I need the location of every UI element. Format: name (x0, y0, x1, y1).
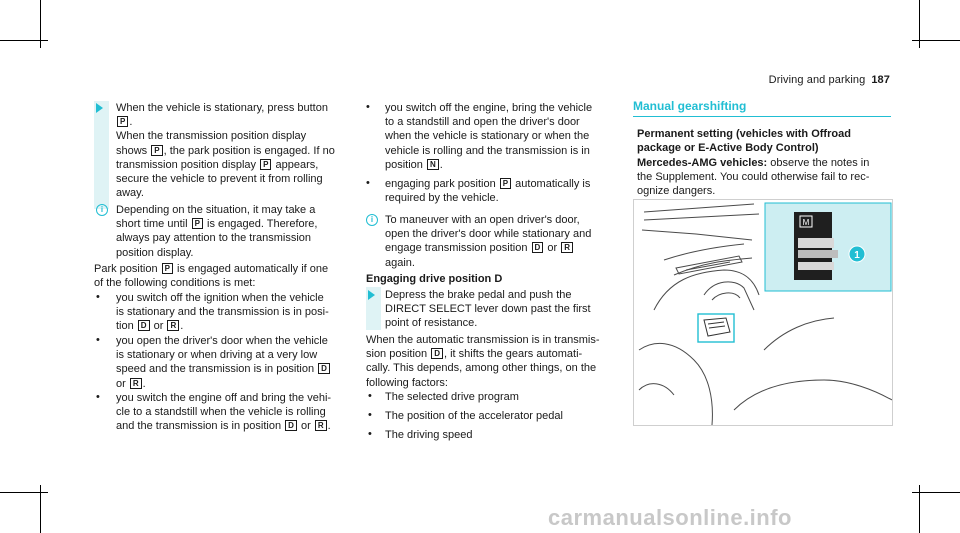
step-drive-text (385, 288, 625, 331)
text-line: and the transmission is in position D or R . (116, 420, 331, 433)
text-line: or R . (116, 377, 146, 390)
heading-drive-position: Engaging drive position D (366, 273, 503, 285)
bullet-required (385, 177, 625, 205)
text-line: Depress the brake pedal and push the (385, 289, 572, 301)
bullet-door (116, 334, 356, 391)
factor-item: The position of the accelerator pedal (385, 410, 563, 422)
gear-symbol-icon: P (260, 159, 271, 170)
text-line: short time until P is engaged. Therefore, (116, 218, 318, 231)
text-line: to a standstill and open the driver's door (385, 116, 580, 129)
text-line: engaging park position P automatically is (385, 178, 591, 190)
bullet-icon: • (368, 409, 372, 421)
info-icon: i (96, 204, 108, 216)
text-line: transmission position display P appears, (116, 158, 319, 171)
section-title: Manual gearshifting (633, 99, 891, 117)
bullet-icon: • (368, 390, 372, 402)
info-icon: i (366, 214, 378, 226)
heading-permanent-setting (637, 127, 895, 155)
note-park-text (116, 203, 356, 260)
factor-item: The driving speed (385, 429, 473, 441)
text-line: the Supplement. You could otherwise fail to rec- (637, 171, 870, 184)
text-line: ognize dangers. (637, 185, 716, 198)
text-line: Mercedes-AMG vehicles: observe the notes in (637, 157, 870, 169)
text-line: P . (116, 115, 356, 129)
text-line: Park position P is engaged automatically if one (94, 263, 329, 275)
step-bar (94, 101, 109, 209)
text-line: tion D or R . (116, 320, 184, 333)
step-park-text (116, 101, 356, 200)
gear-symbol-icon: D (532, 242, 544, 253)
text-line: position N . (385, 158, 443, 171)
text-line: package or E-Active Body Control) (637, 142, 819, 155)
text-line: of the following conditions is met: (94, 277, 256, 290)
gear-symbol-icon: D (138, 320, 150, 331)
bullet-standstill (385, 101, 625, 172)
watermark: carmanualsonline.info (548, 505, 792, 530)
gear-symbol-icon: R (130, 378, 142, 389)
bullet-icon: • (96, 334, 100, 346)
text-line: Depending on the situation, it may take a (116, 204, 316, 216)
console-illustration (633, 199, 893, 426)
crop-mark (912, 492, 960, 493)
gear-symbol-icon: D (431, 348, 443, 359)
automatic-paragraph (366, 333, 626, 390)
text-line: you switch off the engine, bring the vehicle (385, 102, 593, 114)
text-line: when the vehicle is stationary or when the (385, 130, 590, 143)
crop-mark (0, 40, 48, 41)
step-arrow-icon (96, 103, 103, 113)
text-line: speed and the transmission is in position D (116, 362, 356, 376)
text-line: cally. This depends, among other things, on the (366, 362, 597, 375)
text-line: you switch off the ignition when the vehicle (116, 292, 324, 304)
bullet-ignition (116, 291, 356, 334)
step-arrow-icon (368, 290, 375, 300)
text-line: secure the vehicle to prevent it from rolling (116, 173, 323, 186)
console-drawing (634, 200, 892, 425)
running-header (769, 74, 890, 86)
text-line: always pay attention to the transmission (116, 232, 312, 245)
gear-symbol-icon: P (500, 178, 511, 189)
text-line: DIRECT SELECT lever down past the first (385, 303, 591, 316)
text-line: cle to a standstill when the vehicle is rolling (116, 406, 326, 419)
gear-symbol-icon: D (285, 420, 297, 431)
bullet-icon: • (96, 291, 100, 303)
bullet-icon: • (366, 177, 370, 189)
note-maneuver-text (385, 213, 625, 270)
gear-symbol-icon: D (318, 363, 330, 374)
text-line: To maneuver with an open driver's door, (385, 214, 580, 226)
text-line: sion position D , it shifts the gears automati- (366, 348, 583, 361)
text-line: shows P , the park position is engaged. If no (116, 144, 335, 157)
crop-mark (0, 492, 48, 493)
bullet-engine-off (116, 391, 361, 434)
callout-number: 1 (854, 250, 860, 261)
text-line: position display. (116, 246, 194, 259)
text-line: open the driver's door while stationary and (385, 228, 592, 241)
text-line: is stationary or when driving at a very low (116, 349, 318, 362)
text-line: vehicle is rolling and the transmission is in (385, 144, 590, 157)
factor-item: The selected drive program (385, 391, 519, 403)
gear-symbol-icon: P (151, 145, 162, 156)
figure-button-label: M (802, 218, 810, 227)
gear-symbol-icon: R (561, 242, 573, 253)
text-line: away. (116, 187, 144, 200)
header-title: Driving and parking (768, 74, 866, 86)
bullet-icon: • (366, 101, 370, 113)
gear-symbol-icon: N (427, 159, 439, 170)
text-line: When the vehicle is stationary, press button (116, 102, 328, 114)
text-line: you switch the engine off and bring the vehi- (116, 392, 332, 404)
text-line: Permanent setting (vehicles with Offroad (637, 128, 851, 140)
gear-symbol-icon: P (117, 116, 128, 127)
bullet-icon: • (96, 391, 100, 403)
text-line: point of resistance. (385, 317, 478, 330)
gear-symbol-icon: P (192, 218, 203, 229)
text-line: following factors: (366, 376, 448, 389)
text-line: again. (385, 256, 415, 269)
text-line: required by the vehicle. (385, 192, 499, 205)
text-line: you open the driver's door when the vehicle (116, 335, 328, 347)
text-line: is stationary and the transmission is in posi- (116, 306, 329, 319)
text-line: When the transmission position display (116, 130, 307, 143)
text-line: engage transmission position D or R (385, 241, 625, 255)
park-auto-paragraph (94, 262, 354, 290)
crop-mark (912, 40, 960, 41)
amg-note (637, 156, 895, 199)
bullet-icon: • (368, 428, 372, 440)
text-line: When the automatic transmission is in transmis- (366, 334, 600, 346)
gear-symbol-icon: R (315, 420, 327, 431)
gear-symbol-icon: P (162, 263, 173, 274)
gear-symbol-icon: R (167, 320, 179, 331)
page-number: 187 (871, 74, 890, 86)
